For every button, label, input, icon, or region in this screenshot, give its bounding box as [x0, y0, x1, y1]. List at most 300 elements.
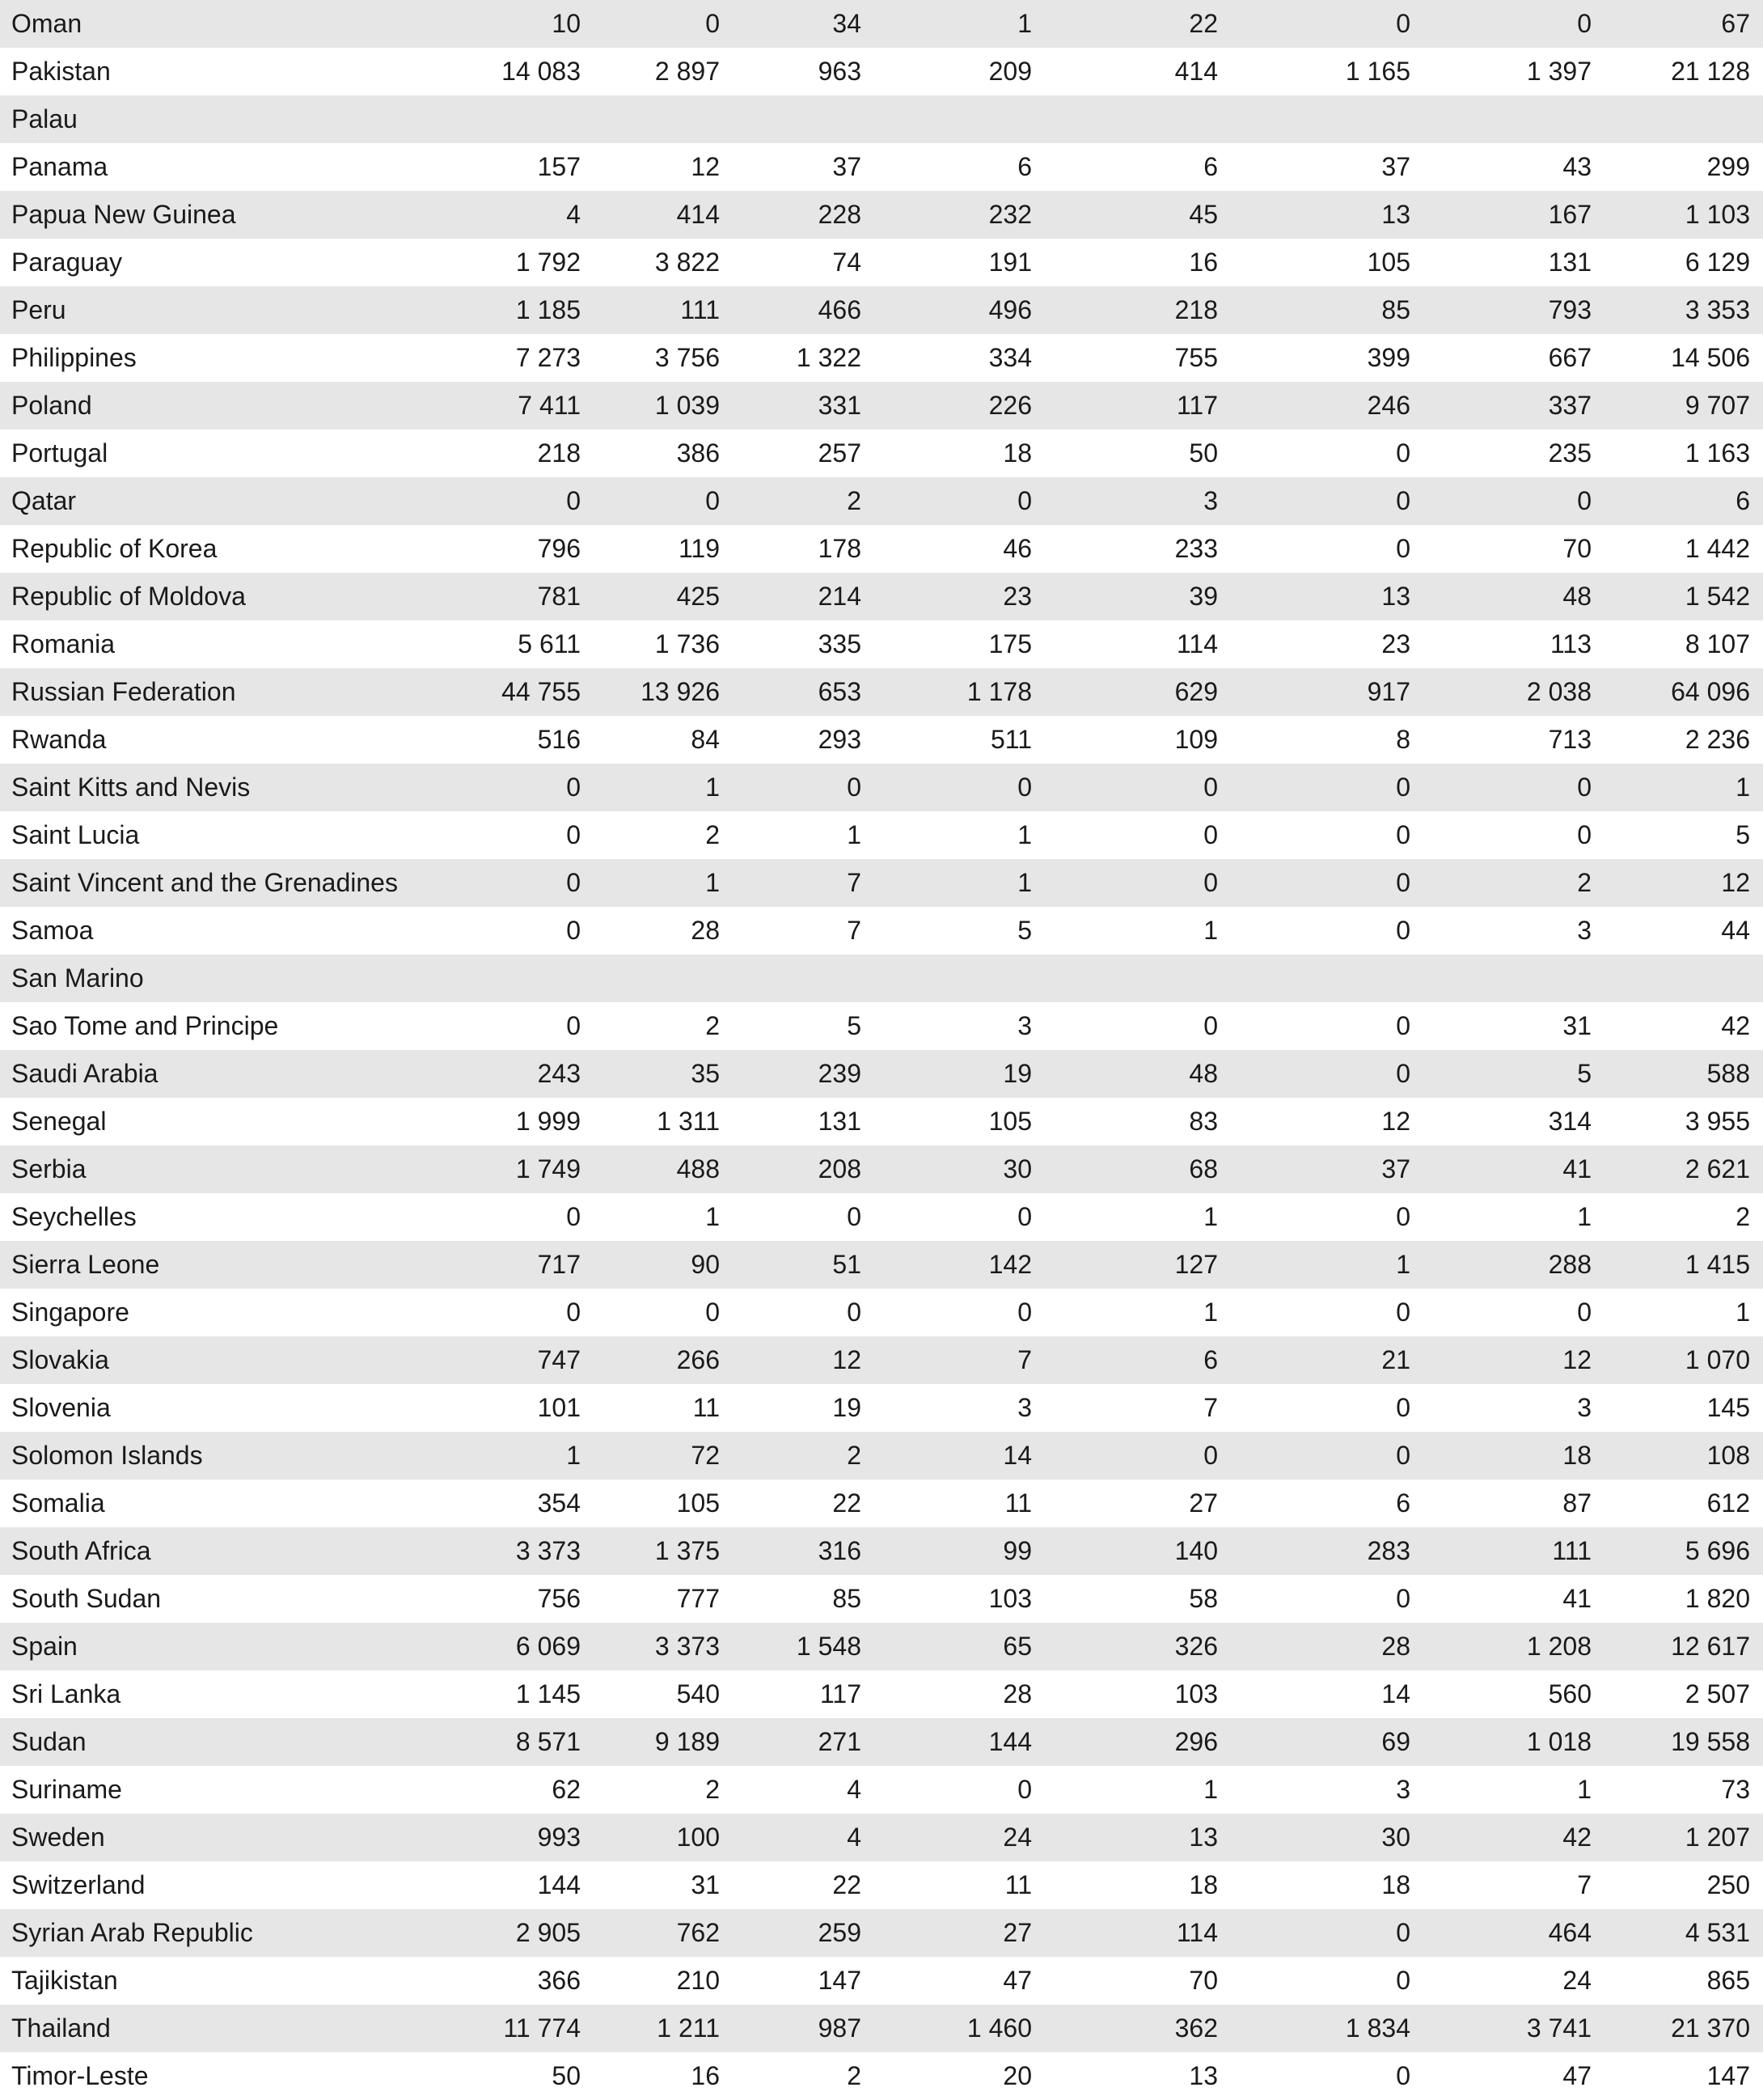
value-cell: 1	[566, 1441, 581, 1470]
value-cell: 271	[818, 1727, 861, 1756]
value-cell: 0	[1017, 773, 1032, 802]
value-cell: 987	[818, 2013, 861, 2043]
country-name-cell: Saint Vincent and the Grenadines	[11, 868, 398, 897]
table-row	[0, 430, 1763, 477]
value-cell: 24	[1562, 1966, 1592, 1995]
table-row	[0, 1241, 1763, 1289]
value-cell: 83	[1189, 1107, 1218, 1136]
value-cell: 0	[1396, 1298, 1410, 1327]
value-cell: 23	[1003, 582, 1032, 611]
value-cell: 108	[1706, 1441, 1750, 1470]
value-cell: 67	[1721, 9, 1750, 38]
value-cell: 8 107	[1685, 629, 1750, 658]
value-cell: 6 069	[515, 1632, 581, 1661]
table-row	[0, 1670, 1763, 1718]
value-cell: 793	[1548, 295, 1592, 324]
value-cell: 44	[1721, 916, 1750, 945]
value-cell: 399	[1367, 343, 1410, 372]
value-cell: 0	[566, 1298, 581, 1327]
value-cell: 1	[1017, 820, 1032, 849]
value-cell: 103	[1174, 1679, 1218, 1708]
country-name-cell: Sudan	[11, 1727, 87, 1756]
value-cell: 516	[537, 725, 581, 754]
value-cell: 37	[832, 152, 861, 181]
value-cell: 0	[1017, 1775, 1032, 1804]
value-cell: 0	[1396, 773, 1410, 802]
value-cell: 119	[678, 534, 720, 563]
value-cell: 917	[1367, 677, 1410, 706]
value-cell: 18	[1003, 438, 1032, 468]
value-cell: 6	[1203, 152, 1218, 181]
country-name-cell: Philippines	[11, 343, 137, 372]
value-cell: 144	[537, 1870, 581, 1899]
country-name-cell: Sierra Leone	[11, 1250, 160, 1279]
value-cell: 69	[1381, 1727, 1410, 1756]
value-cell: 2	[705, 1011, 720, 1040]
value-cell: 1 415	[1685, 1250, 1750, 1279]
value-cell: 6	[1736, 486, 1750, 515]
value-cell: 3 373	[515, 1536, 581, 1565]
value-cell: 209	[988, 57, 1032, 86]
value-cell: 4	[847, 1823, 861, 1852]
value-cell: 2	[705, 1775, 720, 1804]
value-cell: 1 792	[515, 248, 581, 277]
country-name-cell: Republic of Moldova	[11, 582, 246, 611]
country-name-cell: Saint Kitts and Nevis	[11, 773, 251, 802]
value-cell: 3 741	[1526, 2013, 1592, 2043]
value-cell: 326	[1174, 1632, 1218, 1661]
table-row	[0, 620, 1763, 668]
value-cell: 0	[1577, 9, 1592, 38]
country-name-cell: Portugal	[11, 438, 108, 468]
value-cell: 0	[1396, 1393, 1410, 1422]
value-cell: 0	[1396, 9, 1410, 38]
value-cell: 3 756	[654, 343, 720, 372]
value-cell: 14	[1381, 1679, 1410, 1708]
value-cell: 488	[676, 1154, 720, 1183]
value-cell: 7	[847, 916, 861, 945]
value-cell: 218	[537, 438, 581, 468]
value-cell: 21 128	[1671, 57, 1750, 86]
table-row	[0, 1814, 1763, 1861]
value-cell: 334	[988, 343, 1032, 372]
country-name-cell: Syrian Arab Republic	[11, 1918, 253, 1947]
table-row	[0, 1480, 1763, 1527]
value-cell: 47	[1562, 2061, 1592, 2090]
value-cell: 0	[1396, 486, 1410, 515]
value-cell: 167	[1548, 200, 1592, 229]
value-cell: 1	[705, 773, 720, 802]
value-cell: 12	[832, 1345, 861, 1374]
value-cell: 90	[691, 1250, 720, 1279]
value-cell: 5	[847, 1011, 861, 1040]
value-cell: 31	[1562, 1011, 1592, 1040]
value-cell: 44 755	[501, 677, 581, 706]
value-cell: 8 571	[515, 1727, 581, 1756]
value-cell: 266	[676, 1345, 720, 1374]
table-row	[0, 1527, 1763, 1575]
country-name-cell: Spain	[11, 1632, 78, 1661]
value-cell: 0	[1396, 1918, 1410, 1947]
country-name-cell: Slovenia	[11, 1393, 111, 1422]
value-cell: 0	[1203, 1441, 1218, 1470]
value-cell: 2	[1577, 868, 1592, 897]
value-cell: 1	[1203, 1202, 1218, 1231]
value-cell: 1	[705, 1202, 720, 1231]
value-cell: 3	[1396, 1775, 1410, 1804]
table-row	[0, 286, 1763, 334]
value-cell: 46	[1003, 534, 1032, 563]
value-cell: 257	[818, 438, 861, 468]
value-cell: 117	[819, 1679, 861, 1708]
value-cell: 259	[818, 1918, 861, 1947]
value-cell: 1 070	[1685, 1345, 1750, 1374]
value-cell: 2 905	[515, 1918, 581, 1947]
value-cell: 2 621	[1685, 1154, 1750, 1183]
value-cell: 39	[1189, 582, 1218, 611]
value-cell: 354	[537, 1488, 581, 1518]
value-cell: 47	[1003, 1966, 1032, 1995]
value-cell: 73	[1721, 1775, 1750, 1804]
value-cell: 28	[691, 916, 720, 945]
country-name-cell: South Africa	[11, 1536, 151, 1565]
value-cell: 4	[566, 200, 581, 229]
value-cell: 2 038	[1526, 677, 1592, 706]
value-cell: 114	[1176, 629, 1218, 658]
value-cell: 1 163	[1685, 438, 1750, 468]
value-cell: 6	[1203, 1345, 1218, 1374]
value-cell: 0	[1396, 438, 1410, 468]
value-cell: 316	[818, 1536, 861, 1565]
value-cell: 144	[988, 1727, 1032, 1756]
value-cell: 335	[818, 629, 861, 658]
value-cell: 0	[1396, 868, 1410, 897]
value-cell: 131	[1548, 248, 1592, 277]
value-cell: 362	[1174, 2013, 1218, 2043]
value-cell: 667	[1548, 343, 1592, 372]
value-cell: 1 542	[1685, 582, 1750, 611]
value-cell: 21	[1381, 1345, 1410, 1374]
table-row	[0, 477, 1763, 525]
value-cell: 41	[1562, 1154, 1592, 1183]
value-cell: 87	[1562, 1488, 1592, 1518]
value-cell: 103	[988, 1584, 1032, 1613]
value-cell: 0	[1396, 1059, 1410, 1088]
table-row	[0, 2052, 1763, 2100]
country-name-cell: Sweden	[11, 1823, 105, 1852]
value-cell: 147	[818, 1966, 861, 1995]
value-cell: 147	[1706, 2061, 1750, 2090]
country-name-cell: Qatar	[11, 486, 77, 515]
value-cell: 1	[1017, 9, 1032, 38]
value-cell: 111	[1552, 1536, 1592, 1565]
table-row	[0, 1861, 1763, 1909]
value-cell: 4	[847, 1775, 861, 1804]
value-cell: 0	[1203, 773, 1218, 802]
country-name-cell: Rwanda	[11, 725, 107, 754]
value-cell: 1 548	[796, 1632, 861, 1661]
value-cell: 233	[1174, 534, 1218, 563]
value-cell: 762	[676, 1918, 720, 1947]
value-cell: 99	[1003, 1536, 1032, 1565]
value-cell: 42	[1562, 1823, 1592, 1852]
value-cell: 796	[537, 534, 581, 563]
table-row	[0, 1957, 1763, 2005]
value-cell: 0	[1396, 1202, 1410, 1231]
value-cell: 2 507	[1685, 1679, 1750, 1708]
value-cell: 84	[691, 725, 720, 754]
value-cell: 6	[1017, 152, 1032, 181]
value-cell: 425	[676, 582, 720, 611]
value-cell: 7	[1203, 1393, 1218, 1422]
value-cell: 105	[988, 1107, 1032, 1136]
value-cell: 1 103	[1685, 200, 1750, 229]
value-cell: 1 736	[654, 629, 720, 658]
value-cell: 299	[1706, 152, 1750, 181]
value-cell: 12 617	[1671, 1632, 1750, 1661]
value-cell: 18	[1562, 1441, 1592, 1470]
table-row	[0, 1098, 1763, 1145]
country-name-cell: Seychelles	[11, 1202, 137, 1231]
value-cell: 1	[847, 820, 861, 849]
value-cell: 7	[1577, 1870, 1592, 1899]
value-cell: 14	[1003, 1441, 1032, 1470]
country-name-cell: Palau	[11, 104, 78, 133]
value-cell: 1 999	[515, 1107, 581, 1136]
country-name-cell: Paraguay	[11, 248, 122, 277]
value-cell: 414	[1174, 57, 1218, 86]
value-cell: 13	[1381, 200, 1410, 229]
table-row	[0, 1909, 1763, 1957]
value-cell: 100	[676, 1823, 720, 1852]
value-cell: 3	[1017, 1393, 1032, 1422]
value-cell: 993	[537, 1823, 581, 1852]
value-cell: 175	[988, 629, 1032, 658]
value-cell: 0	[705, 1298, 720, 1327]
value-cell: 0	[1577, 820, 1592, 849]
value-cell: 629	[1174, 677, 1218, 706]
value-cell: 0	[1577, 773, 1592, 802]
value-cell: 226	[988, 391, 1032, 420]
table-row	[0, 1766, 1763, 1814]
value-cell: 13	[1189, 2061, 1218, 2090]
value-cell: 239	[818, 1059, 861, 1088]
value-cell: 210	[676, 1966, 720, 1995]
table-row	[0, 382, 1763, 430]
value-cell: 0	[566, 820, 581, 849]
value-cell: 0	[1396, 1441, 1410, 1470]
value-cell: 1	[1017, 868, 1032, 897]
country-name-cell: Serbia	[11, 1154, 87, 1183]
value-cell: 337	[1548, 391, 1592, 420]
value-cell: 0	[1203, 1011, 1218, 1040]
value-cell: 0	[1017, 1202, 1032, 1231]
value-cell: 0	[566, 916, 581, 945]
value-cell: 1 018	[1526, 1727, 1592, 1756]
value-cell: 113	[1549, 629, 1592, 658]
value-cell: 74	[832, 248, 861, 277]
value-cell: 540	[676, 1679, 720, 1708]
value-cell: 0	[566, 1011, 581, 1040]
value-cell: 11	[692, 1393, 720, 1422]
country-name-cell: Pakistan	[11, 57, 111, 86]
value-cell: 2	[847, 1441, 861, 1470]
country-name-cell: Singapore	[11, 1298, 129, 1327]
country-name-cell: Russian Federation	[11, 677, 236, 706]
value-cell: 0	[847, 1298, 861, 1327]
value-cell: 70	[1562, 534, 1592, 563]
value-cell: 1 207	[1685, 1823, 1750, 1852]
value-cell: 756	[537, 1584, 581, 1613]
value-cell: 58	[1189, 1584, 1218, 1613]
value-cell: 717	[537, 1250, 581, 1279]
country-name-cell: Samoa	[11, 916, 94, 945]
value-cell: 11	[1004, 1870, 1032, 1899]
value-cell: 8	[1396, 725, 1410, 754]
value-cell: 27	[1003, 1918, 1032, 1947]
value-cell: 2	[1736, 1202, 1750, 1231]
value-cell: 2 236	[1685, 725, 1750, 754]
value-cell: 1 820	[1685, 1584, 1750, 1613]
value-cell: 3	[1577, 1393, 1592, 1422]
value-cell: 11 774	[503, 2013, 581, 2043]
value-cell: 2	[705, 820, 720, 849]
value-cell: 1	[1203, 1775, 1218, 1804]
value-cell: 1	[1736, 1298, 1750, 1327]
value-cell: 24	[1003, 1823, 1032, 1852]
value-cell: 70	[1189, 1966, 1218, 1995]
value-cell: 0	[1396, 1584, 1410, 1613]
value-cell: 51	[832, 1250, 861, 1279]
value-cell: 0	[566, 868, 581, 897]
value-cell: 246	[1367, 391, 1410, 420]
value-cell: 0	[1396, 1966, 1410, 1995]
value-cell: 18	[1189, 1870, 1218, 1899]
value-cell: 0	[1577, 1298, 1592, 1327]
value-cell: 3 353	[1685, 295, 1750, 324]
value-cell: 214	[818, 582, 861, 611]
value-cell: 19	[832, 1393, 861, 1422]
value-cell: 228	[818, 200, 861, 229]
value-cell: 48	[1189, 1059, 1218, 1088]
value-cell: 218	[1174, 295, 1218, 324]
country-name-cell: Sao Tome and Principe	[11, 1011, 279, 1040]
value-cell: 19 558	[1671, 1727, 1750, 1756]
table-row	[0, 716, 1763, 764]
value-cell: 37	[1381, 152, 1410, 181]
value-cell: 0	[1396, 1011, 1410, 1040]
value-cell: 1 460	[966, 2013, 1032, 2043]
value-cell: 9 707	[1685, 391, 1750, 420]
value-cell: 105	[1367, 248, 1410, 277]
country-name-cell: Timor-Leste	[11, 2061, 149, 2090]
value-cell: 1	[1203, 916, 1218, 945]
value-cell: 3 955	[1685, 1107, 1750, 1136]
country-name-cell: Peru	[11, 295, 66, 324]
table-row	[0, 1432, 1763, 1480]
value-cell: 22	[832, 1488, 861, 1518]
value-cell: 5	[1017, 916, 1032, 945]
table-row	[0, 1718, 1763, 1766]
value-cell: 3 373	[654, 1632, 720, 1661]
value-cell: 511	[990, 725, 1032, 754]
table-row	[0, 1002, 1763, 1050]
value-cell: 114	[1176, 1918, 1218, 1947]
value-cell: 9 189	[654, 1727, 720, 1756]
value-cell: 232	[988, 200, 1032, 229]
value-cell: 0	[1203, 820, 1218, 849]
value-cell: 3 822	[654, 248, 720, 277]
value-cell: 13	[1381, 582, 1410, 611]
country-name-cell: Suriname	[11, 1775, 122, 1804]
value-cell: 865	[1706, 1966, 1750, 1995]
value-cell: 50	[1189, 438, 1218, 468]
table-row	[0, 1623, 1763, 1670]
value-cell: 366	[537, 1966, 581, 1995]
country-name-cell: Sri Lanka	[11, 1679, 121, 1708]
value-cell: 6 129	[1685, 248, 1750, 277]
value-cell: 4 531	[1685, 1918, 1750, 1947]
value-cell: 7 273	[515, 343, 581, 372]
value-cell: 0	[1017, 1298, 1032, 1327]
table-row	[0, 573, 1763, 620]
value-cell: 7	[1017, 1345, 1032, 1374]
value-cell: 13	[1189, 1823, 1218, 1852]
value-cell: 14 083	[501, 57, 581, 86]
value-cell: 62	[552, 1775, 581, 1804]
value-cell: 7	[847, 868, 861, 897]
value-cell: 0	[1203, 868, 1218, 897]
value-cell: 0	[566, 773, 581, 802]
country-name-cell: Oman	[11, 9, 82, 38]
value-cell: 142	[988, 1250, 1032, 1279]
country-name-cell: Solomon Islands	[11, 1441, 203, 1470]
value-cell: 68	[1189, 1154, 1218, 1183]
table-row	[0, 764, 1763, 811]
value-cell: 5 611	[518, 629, 581, 658]
value-cell: 466	[818, 295, 861, 324]
table-row	[0, 1050, 1763, 1098]
value-cell: 65	[1003, 1632, 1032, 1661]
value-cell: 31	[691, 1870, 720, 1899]
value-cell: 12	[1721, 868, 1750, 897]
table-row	[0, 907, 1763, 955]
value-cell: 140	[1174, 1536, 1218, 1565]
country-name-cell: Papua New Guinea	[11, 200, 236, 229]
value-cell: 0	[1396, 2061, 1410, 2090]
value-cell: 20	[1003, 2061, 1032, 2090]
value-cell: 386	[676, 438, 720, 468]
value-cell: 42	[1721, 1011, 1750, 1040]
value-cell: 612	[1706, 1488, 1750, 1518]
value-cell: 1 145	[515, 1679, 581, 1708]
value-cell: 1 178	[966, 677, 1032, 706]
value-cell: 2 897	[654, 57, 720, 86]
value-cell: 85	[832, 1584, 861, 1613]
country-name-cell: Saudi Arabia	[11, 1059, 159, 1088]
value-cell: 7 411	[518, 391, 581, 420]
table-row	[0, 334, 1763, 382]
value-cell: 0	[705, 486, 720, 515]
value-cell: 1 397	[1526, 57, 1592, 86]
value-cell: 250	[1706, 1870, 1750, 1899]
value-cell: 1	[1396, 1250, 1410, 1279]
value-cell: 414	[676, 200, 720, 229]
country-name-cell: Switzerland	[11, 1870, 146, 1899]
value-cell: 283	[1367, 1536, 1410, 1565]
country-name-cell: Romania	[11, 629, 116, 658]
table-row	[0, 0, 1763, 48]
